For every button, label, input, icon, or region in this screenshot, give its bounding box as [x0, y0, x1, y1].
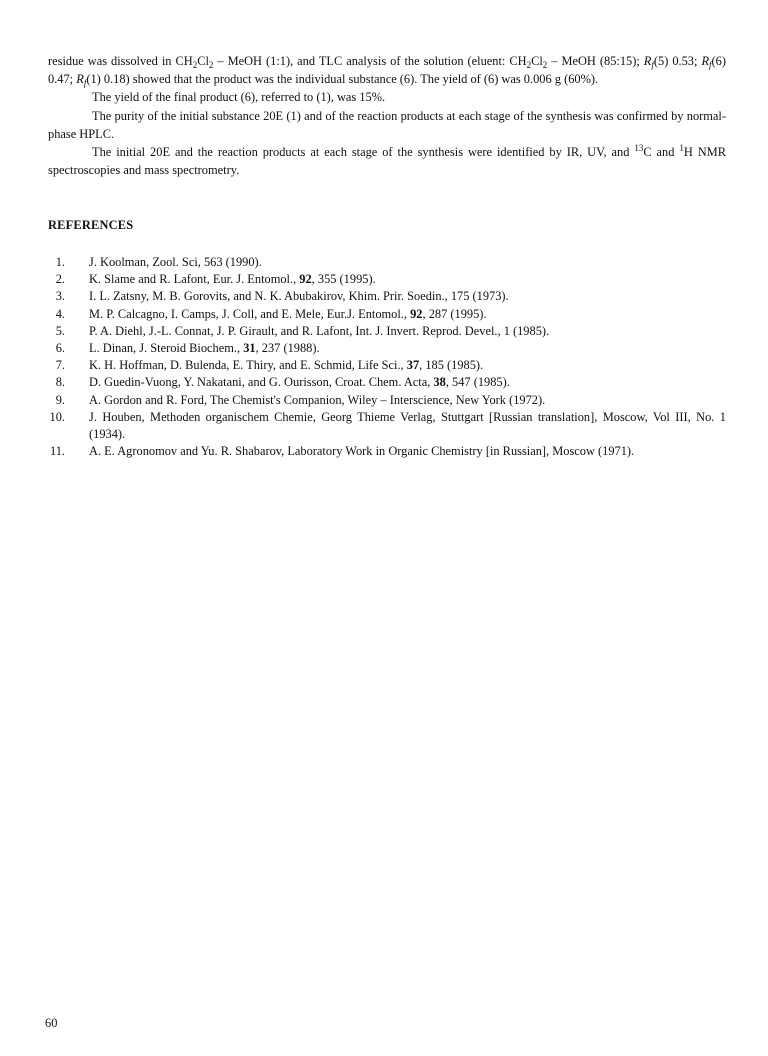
reference-item: [48, 340, 726, 357]
reference-item: [48, 271, 726, 288]
references-list: [48, 254, 726, 460]
reference-text: J. Houben, Methoden organischem Chemie, Georg Thieme Verlag, Stuttgart [Russian translation], Moscow, Vol III, No. 1 (1934).: [89, 409, 726, 442]
reference-text: P. A. Diehl, J.-L. Connat, J. P. Girault, and R. Lafont, Int. J. Invert. Reprod. Devel., 1 (1985).: [89, 323, 550, 338]
reference-number: 3.: [55, 289, 65, 304]
reference-number: 5.: [55, 323, 65, 338]
reference-number: 9.: [55, 392, 65, 407]
paragraph-tlc-analysis: residue was dissolved in $CH_2Cl_2$ – MeOH (1:1), and TLC analysis of the solution (eluent: $CH_2Cl_2$ – MeOH (85:15); $R_f(5)$ 0.53; $R_f(6)$ 0.47; $R_f(1)$ 0.18) showed that the product was the individual substance (6). The yield of (6) was 0.006 g (60%).: [48, 54, 726, 89]
reference-text: D. Guedin-Vuong, Y. Nakatani, and G. Ourisson, Croat. Chem. Acta, 38, 547 (1985).: [89, 375, 510, 390]
reference-number: 8.: [55, 375, 65, 390]
reference-item: [48, 392, 726, 409]
reference-text: K. Slame and R. Lafont, Eur. J. Entomol., 92, 355 (1995).: [89, 272, 376, 287]
reference-number: 10.: [49, 409, 65, 424]
reference-text: J. Koolman, Zool. Sci, 563 (1990).: [89, 255, 262, 269]
reference-item: [48, 357, 726, 374]
reference-item: [48, 323, 726, 340]
body-text: [48, 52, 726, 179]
reference-text: K. H. Hoffman, D. Bulenda, E. Thiry, and E. Schmid, Life Sci., 37, 185 (1985).: [89, 358, 484, 373]
paragraph-identification: The initial 20E and the reaction products at each stage of the synthesis were identified by IR, UV, and $^{13}$C and $^1$H NMR spectroscopies and mass spectrometry.: [48, 143, 726, 178]
reference-number: 6.: [55, 341, 65, 356]
reference-item: [48, 374, 726, 391]
paragraph-final-yield: The yield of the final product (6), referred to (1), was 15%.: [92, 90, 386, 105]
reference-number: 7.: [55, 358, 65, 373]
reference-text: A. Gordon and R. Ford, The Chemist's Companion, Wiley – Interscience, New York (1972).: [89, 392, 546, 407]
reference-item: [48, 443, 726, 460]
reference-text: A. E. Agronomov and Yu. R. Shabarov, Laboratory Work in Organic Chemistry [in Russian], Moscow (1971).: [89, 444, 635, 459]
reference-item: [48, 254, 726, 271]
reference-number: 4.: [55, 306, 65, 321]
reference-item: [48, 288, 726, 305]
reference-item: [48, 306, 726, 323]
reference-number: 11.: [49, 444, 65, 459]
page-number: 60: [45, 1016, 58, 1030]
reference-number: 2.: [55, 272, 65, 287]
reference-number: 1.: [55, 255, 65, 269]
reference-text: L. Dinan, J. Steroid Biochem., 31, 237 (1988).: [89, 341, 320, 356]
references-heading: REFERENCES: [48, 218, 134, 232]
paragraph-purity: The purity of the initial substance 20E (1) and of the reaction products at each stage of the synthesis was confirmed by normal-phase HPLC.: [48, 108, 726, 141]
reference-item: [48, 409, 726, 443]
reference-text: I. L. Zatsny, M. B. Gorovits, and N. K. Abubakirov, Khim. Prir. Soedin., 175 (1973).: [89, 289, 509, 304]
reference-text: M. P. Calcagno, I. Camps, J. Coll, and E. Mele, Eur.J. Entomol., 92, 287 (1995).: [89, 306, 487, 321]
